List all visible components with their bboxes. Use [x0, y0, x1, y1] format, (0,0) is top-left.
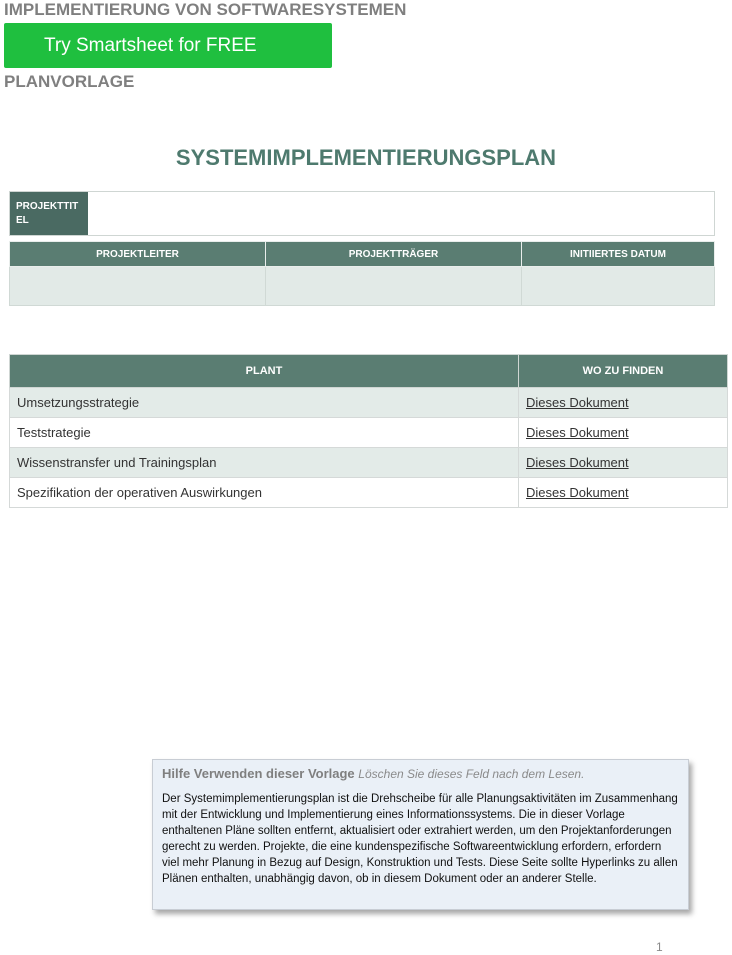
location-link[interactable]: Dieses Dokument — [526, 455, 629, 470]
location-column-header: WO ZU FINDEN — [519, 355, 728, 388]
help-title: Hilfe Verwenden dieser Vorlage — [162, 766, 355, 781]
header-title: IMPLEMENTIERUNG VON SOFTWARESYSTEMEN — [4, 0, 407, 19]
plan-name: Wissenstransfer und Trainingsplan — [10, 448, 519, 478]
project-title-row — [9, 191, 715, 236]
project-title-field[interactable] — [88, 192, 714, 235]
plan-name: Teststrategie — [10, 418, 519, 448]
plan-name: Umsetzungsstrategie — [10, 388, 519, 418]
location-link[interactable]: Dieses Dokument — [526, 395, 629, 410]
location-link[interactable]: Dieses Dokument — [526, 485, 629, 500]
table-row — [10, 418, 728, 448]
plan-name: Spezifikation der operativen Auswirkungen — [10, 478, 519, 508]
project-sponsor-field[interactable] — [266, 267, 522, 306]
initiated-date-header: INITIIERTES DATUM — [522, 242, 715, 267]
help-box — [152, 759, 689, 910]
document-title: SYSTEMIMPLEMENTIERUNGSPLAN — [175, 145, 557, 170]
table-row — [10, 388, 728, 418]
initiated-date-field[interactable] — [522, 267, 715, 306]
table-row — [10, 478, 728, 508]
project-manager-field[interactable] — [10, 267, 266, 306]
project-sponsor-header: PROJEKTTRÄGER — [266, 242, 522, 267]
project-manager-header: PROJEKTLEITER — [10, 242, 266, 267]
table-row — [10, 448, 728, 478]
header-subtitle: PLANVORLAGE — [4, 72, 135, 91]
location-link[interactable]: Dieses Dokument — [526, 425, 629, 440]
help-heading — [162, 766, 679, 781]
project-info-table — [9, 241, 715, 306]
project-title-label: PROJEKTTITEL — [10, 192, 88, 235]
help-body: Der Systemimplementierungsplan ist die Drehscheibe für alle Planungsaktivitäten im Zusammenhang mit der Entwicklung und Implementierung eines Informationssystems. Die in dieser Vorlage enthaltenen Pläne sollten entfernt, aktualisiert oder extrahiert werden, um den Projektanforderungen gerecht zu werden. Projekte, die eine kundenspezifische Softwareentwicklung erfordern, erfordern viel mehr Planung in Bezug auf Design, Konstruktion und Tests. Diese Seite sollte Hyperlinks zu allen Plänen enthalten, unabhängig davon, ob in diesem Dokument oder an anderer Stelle. — [162, 793, 678, 885]
plans-table — [9, 354, 728, 508]
try-smartsheet-button[interactable]: Try Smartsheet for FREE — [4, 23, 332, 68]
page-number: 1 — [656, 940, 663, 954]
plans-column-header: PLANT — [10, 355, 519, 388]
help-note: Löschen Sie dieses Feld nach dem Lesen. — [358, 767, 585, 781]
